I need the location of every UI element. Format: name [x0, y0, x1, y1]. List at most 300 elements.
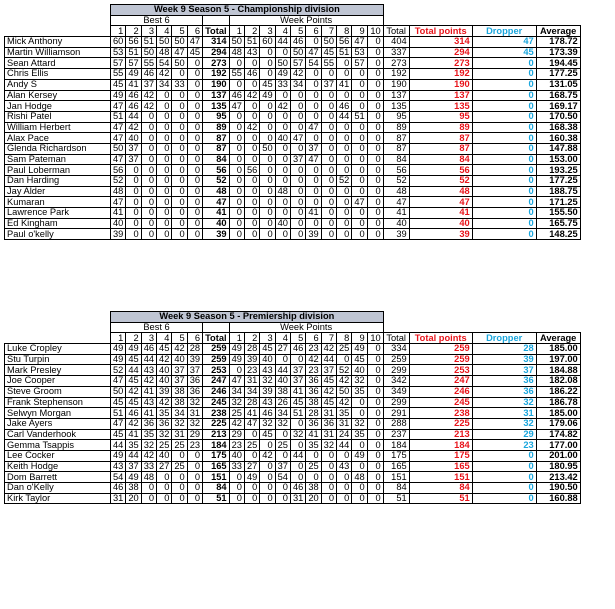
player-name: Mark Presley [5, 365, 111, 376]
week-score: 32 [352, 418, 367, 429]
total-points: 84 [409, 154, 472, 165]
week-score: 0 [352, 483, 367, 494]
best-score: 40 [157, 365, 172, 376]
best-total: 253 [203, 365, 230, 376]
week-score: 49 [229, 354, 244, 365]
average-value: 177.25 [536, 176, 580, 187]
total-points: 225 [409, 418, 472, 429]
best-score: 0 [187, 101, 202, 112]
player-name: Mick Anthony [5, 37, 111, 48]
week-score: 43 [260, 397, 275, 408]
best-score: 48 [141, 472, 156, 483]
week-total: 288 [383, 418, 409, 429]
best-score: 45 [111, 429, 126, 440]
week-score: 48 [275, 186, 290, 197]
average-value: 197.00 [536, 354, 580, 365]
week-score: 45 [321, 376, 336, 387]
table-row [5, 354, 581, 365]
total-points: 175 [409, 450, 472, 461]
week-score: 45 [260, 429, 275, 440]
dropper-value: 0 [472, 165, 536, 176]
week-score: 46 [229, 90, 244, 101]
week-total: 190 [383, 79, 409, 90]
week-score: 0 [229, 176, 244, 187]
average-value: 168.75 [536, 90, 580, 101]
best-total: 48 [203, 186, 230, 197]
week-col-header: 4 [275, 26, 290, 37]
week-score: 0 [367, 397, 383, 408]
average-value: 182.08 [536, 376, 580, 387]
best-score: 32 [141, 440, 156, 451]
average-header: Average [536, 26, 580, 37]
week-score: 0 [337, 69, 352, 80]
week-score: 0 [229, 365, 244, 376]
week-score: 0 [275, 47, 290, 58]
best-score: 0 [172, 493, 187, 504]
table-row [5, 101, 581, 112]
week-score: 46 [290, 483, 305, 494]
week-score: 0 [367, 133, 383, 144]
average-value: 179.06 [536, 418, 580, 429]
week-score: 0 [229, 493, 244, 504]
average-value: 193.25 [536, 165, 580, 176]
average-value: 188.75 [536, 186, 580, 197]
best-score: 42 [141, 450, 156, 461]
best-score: 50 [111, 143, 126, 154]
week-score: 0 [290, 208, 305, 219]
table-row [5, 133, 581, 144]
week-score: 28 [244, 344, 259, 355]
table-row [5, 69, 581, 80]
week-total: 299 [383, 365, 409, 376]
dropper-value: 47 [472, 37, 536, 48]
best-score: 37 [141, 79, 156, 90]
best-score: 43 [141, 365, 156, 376]
best-col-header: 5 [172, 333, 187, 344]
week-col-header: 2 [244, 333, 259, 344]
week-score: 0 [352, 218, 367, 229]
best-score: 41 [126, 79, 141, 90]
best-score: 0 [126, 186, 141, 197]
week-score: 0 [337, 208, 352, 219]
week-total: 56 [383, 165, 409, 176]
week-score: 49 [244, 472, 259, 483]
week-col-header: 3 [260, 26, 275, 37]
best-score: 20 [126, 493, 141, 504]
best-score: 54 [111, 472, 126, 483]
week-score: 49 [275, 69, 290, 80]
week-score: 56 [337, 37, 352, 48]
best-score: 0 [187, 90, 202, 101]
player-name: Paul o'kelly [5, 229, 111, 240]
week-score: 37 [306, 143, 321, 154]
best-score: 0 [157, 229, 172, 240]
total-points: 41 [409, 208, 472, 219]
week-score: 0 [260, 101, 275, 112]
best-total: 135 [203, 101, 230, 112]
best-col-header: 2 [126, 333, 141, 344]
week-score: 0 [275, 111, 290, 122]
week-score: 0 [244, 229, 259, 240]
week-total-header: Total [383, 333, 409, 344]
week-score: 0 [306, 111, 321, 122]
week-score: 0 [352, 176, 367, 187]
best-score: 31 [172, 429, 187, 440]
week-score: 0 [260, 483, 275, 494]
week-score: 0 [352, 208, 367, 219]
best-score: 0 [141, 122, 156, 133]
best-score: 44 [126, 365, 141, 376]
week-score: 0 [244, 101, 259, 112]
week-score: 0 [260, 58, 275, 69]
week-score: 0 [306, 165, 321, 176]
player-name: Joe Cooper [5, 376, 111, 387]
total-points: 47 [409, 197, 472, 208]
week-score: 0 [229, 165, 244, 176]
dropper-value: 0 [472, 461, 536, 472]
best-score: 50 [157, 37, 172, 48]
best-col-header: 2 [126, 26, 141, 37]
best-total: 247 [203, 376, 230, 387]
best-score: 39 [111, 229, 126, 240]
table-row [5, 408, 581, 419]
best-total: 314 [203, 37, 230, 48]
week-score: 0 [275, 197, 290, 208]
best-score: 46 [141, 69, 156, 80]
week-score: 0 [229, 218, 244, 229]
average-value: 160.38 [536, 133, 580, 144]
week-score: 46 [260, 408, 275, 419]
best-score: 47 [111, 418, 126, 429]
total-points: 259 [409, 354, 472, 365]
best-score: 25 [172, 461, 187, 472]
best-score: 43 [141, 397, 156, 408]
week-score: 0 [290, 186, 305, 197]
week-score: 0 [337, 197, 352, 208]
week-score: 42 [244, 122, 259, 133]
best-score: 49 [111, 90, 126, 101]
player-name: Gemma Tsappis [5, 440, 111, 451]
best-score: 49 [126, 472, 141, 483]
best-score: 46 [111, 483, 126, 494]
dropper-value: 37 [472, 365, 536, 376]
best-score: 50 [141, 47, 156, 58]
best-six-header: Best 6 [111, 322, 203, 333]
dropper-value: 0 [472, 483, 536, 494]
table-row [5, 386, 581, 397]
week-score: 0 [244, 483, 259, 494]
best-score: 47 [187, 37, 202, 48]
week-col-header: 5 [290, 333, 305, 344]
week-score: 31 [244, 376, 259, 387]
best-score: 31 [187, 408, 202, 419]
best-score: 0 [187, 154, 202, 165]
best-score: 23 [187, 440, 202, 451]
week-score: 36 [321, 418, 336, 429]
dropper-value: 0 [472, 176, 536, 187]
week-score: 0 [229, 472, 244, 483]
best-score: 0 [172, 186, 187, 197]
average-value: 171.25 [536, 197, 580, 208]
week-score: 0 [229, 483, 244, 494]
best-total: 151 [203, 472, 230, 483]
dropper-header: Dropper [472, 333, 536, 344]
week-score: 45 [260, 79, 275, 90]
week-score: 0 [321, 483, 336, 494]
best-score: 37 [187, 365, 202, 376]
total-points: 52 [409, 176, 472, 187]
week-score: 40 [275, 133, 290, 144]
week-score: 0 [306, 101, 321, 112]
week-score: 51 [337, 47, 352, 58]
week-score: 41 [306, 429, 321, 440]
dropper-value: 36 [472, 386, 536, 397]
table-row [5, 450, 581, 461]
best-score: 41 [141, 408, 156, 419]
total-points: 48 [409, 186, 472, 197]
player-name: Selwyn Morgan [5, 408, 111, 419]
week-col-header: 2 [244, 26, 259, 37]
best-total: 184 [203, 440, 230, 451]
best-score: 0 [172, 165, 187, 176]
week-score: 42 [321, 386, 336, 397]
dropper-value: 0 [472, 79, 536, 90]
dropper-value: 0 [472, 143, 536, 154]
week-score: 0 [367, 58, 383, 69]
dropper-header: Dropper [472, 26, 536, 37]
week-score: 32 [229, 397, 244, 408]
week-score: 0 [244, 429, 259, 440]
best-score: 32 [187, 418, 202, 429]
week-score: 31 [337, 418, 352, 429]
week-score: 0 [306, 79, 321, 90]
best-score: 48 [157, 47, 172, 58]
week-total: 41 [383, 208, 409, 219]
best-score: 44 [126, 450, 141, 461]
week-score: 56 [244, 165, 259, 176]
week-score: 32 [290, 429, 305, 440]
best-score: 46 [126, 101, 141, 112]
best-score: 46 [141, 344, 156, 355]
best-score: 32 [157, 429, 172, 440]
best-score: 32 [172, 418, 187, 429]
week-score: 41 [290, 386, 305, 397]
average-value: 185.00 [536, 408, 580, 419]
blank-cell [5, 333, 111, 344]
week-score: 25 [244, 440, 259, 451]
week-score: 0 [321, 90, 336, 101]
best-score: 0 [126, 197, 141, 208]
week-score: 0 [367, 386, 383, 397]
week-total: 87 [383, 133, 409, 144]
week-col-header: 1 [229, 26, 244, 37]
total-points: 87 [409, 133, 472, 144]
total-points: 51 [409, 493, 472, 504]
week-score: 0 [367, 165, 383, 176]
week-score: 0 [290, 472, 305, 483]
week-score: 32 [321, 440, 336, 451]
player-name: Sean Attard [5, 58, 111, 69]
week-score: 33 [275, 79, 290, 90]
week-total: 95 [383, 111, 409, 122]
week-score: 0 [244, 493, 259, 504]
best-total: 259 [203, 354, 230, 365]
week-score: 46 [290, 37, 305, 48]
week-score: 37 [321, 365, 336, 376]
best-score: 0 [157, 197, 172, 208]
total-points: 245 [409, 397, 472, 408]
week-score: 0 [352, 79, 367, 90]
best-total: 52 [203, 176, 230, 187]
total-points-header: Total points [409, 26, 472, 37]
average-value: 148.25 [536, 229, 580, 240]
week-score: 0 [275, 493, 290, 504]
best-score: 44 [141, 354, 156, 365]
week-score: 32 [260, 418, 275, 429]
week-score: 0 [367, 176, 383, 187]
best-col-header: 3 [141, 26, 156, 37]
dropper-value: 0 [472, 450, 536, 461]
week-score: 0 [367, 365, 383, 376]
title-row [5, 312, 581, 323]
best-score: 0 [172, 229, 187, 240]
best-score: 0 [172, 154, 187, 165]
best-score: 0 [172, 472, 187, 483]
week-total: 87 [383, 143, 409, 154]
week-score: 0 [367, 418, 383, 429]
dropper-value: 0 [472, 229, 536, 240]
best-score: 0 [172, 218, 187, 229]
week-score: 49 [352, 344, 367, 355]
week-score: 0 [229, 154, 244, 165]
week-score: 0 [321, 165, 336, 176]
best-score: 37 [126, 143, 141, 154]
best-score: 51 [126, 47, 141, 58]
week-score: 37 [290, 154, 305, 165]
best-score: 36 [157, 418, 172, 429]
week-score: 0 [367, 472, 383, 483]
week-score: 41 [244, 408, 259, 419]
total-points: 294 [409, 47, 472, 58]
total-points: 246 [409, 386, 472, 397]
average-value: 213.42 [536, 472, 580, 483]
week-score: 0 [337, 143, 352, 154]
best-score: 39 [157, 386, 172, 397]
week-score: 0 [244, 197, 259, 208]
best-score: 57 [126, 58, 141, 69]
best-score: 0 [157, 186, 172, 197]
best-score: 45 [126, 354, 141, 365]
dropper-value: 0 [472, 208, 536, 219]
best-total: 213 [203, 429, 230, 440]
week-score: 0 [352, 90, 367, 101]
player-name: Jake Ayers [5, 418, 111, 429]
week-score: 0 [290, 354, 305, 365]
best-score: 0 [187, 229, 202, 240]
best-score: 50 [172, 58, 187, 69]
table-row [5, 472, 581, 483]
dropper-value: 0 [472, 493, 536, 504]
week-score: 0 [352, 133, 367, 144]
best-total: 245 [203, 397, 230, 408]
best-score: 41 [141, 386, 156, 397]
best-score: 0 [172, 483, 187, 494]
best-score: 28 [187, 344, 202, 355]
total-points: 40 [409, 218, 472, 229]
week-score: 34 [229, 386, 244, 397]
week-score: 35 [337, 408, 352, 419]
best-score: 0 [141, 483, 156, 494]
week-score: 0 [290, 176, 305, 187]
week-score: 0 [260, 472, 275, 483]
total-points: 190 [409, 79, 472, 90]
dropper-value: 45 [472, 47, 536, 58]
best-col-header: 3 [141, 333, 156, 344]
week-total: 237 [383, 429, 409, 440]
week-score: 0 [367, 143, 383, 154]
total-points: 213 [409, 429, 472, 440]
week-score: 0 [290, 418, 305, 429]
best-total: 175 [203, 450, 230, 461]
column-header-row [5, 333, 581, 344]
week-score: 0 [321, 208, 336, 219]
week-score: 48 [352, 472, 367, 483]
week-score: 42 [337, 397, 352, 408]
week-score: 0 [352, 408, 367, 419]
week-score: 0 [229, 111, 244, 122]
week-score: 0 [275, 165, 290, 176]
best-score: 35 [157, 408, 172, 419]
week-score: 0 [244, 186, 259, 197]
week-score: 0 [275, 122, 290, 133]
best-score: 0 [141, 218, 156, 229]
best-score: 0 [126, 229, 141, 240]
table-row [5, 397, 581, 408]
week-score: 41 [337, 79, 352, 90]
dropper-value: 0 [472, 197, 536, 208]
player-name: Lawrence Park [5, 208, 111, 219]
week-score: 0 [367, 408, 383, 419]
week-score: 0 [306, 176, 321, 187]
best-col-header: 4 [157, 333, 172, 344]
best-score: 0 [157, 90, 172, 101]
best-score: 47 [111, 133, 126, 144]
week-score: 0 [244, 111, 259, 122]
best-score: 0 [126, 218, 141, 229]
dropper-value: 0 [472, 101, 536, 112]
average-value: 177.00 [536, 440, 580, 451]
best-score: 0 [187, 143, 202, 154]
week-score: 0 [290, 90, 305, 101]
week-score: 43 [244, 47, 259, 58]
week-total: 48 [383, 186, 409, 197]
week-col-header: 8 [337, 333, 352, 344]
week-total: 51 [383, 493, 409, 504]
week-score: 0 [367, 429, 383, 440]
week-score: 0 [229, 197, 244, 208]
dropper-value: 29 [472, 429, 536, 440]
week-score: 0 [367, 440, 383, 451]
best-total: 41 [203, 208, 230, 219]
week-score: 39 [260, 386, 275, 397]
week-score: 47 [244, 418, 259, 429]
group-header-row [5, 322, 581, 333]
best-score: 44 [111, 440, 126, 451]
week-col-header: 6 [306, 26, 321, 37]
week-score: 47 [229, 101, 244, 112]
table-row [5, 229, 581, 240]
total-points: 192 [409, 69, 472, 80]
